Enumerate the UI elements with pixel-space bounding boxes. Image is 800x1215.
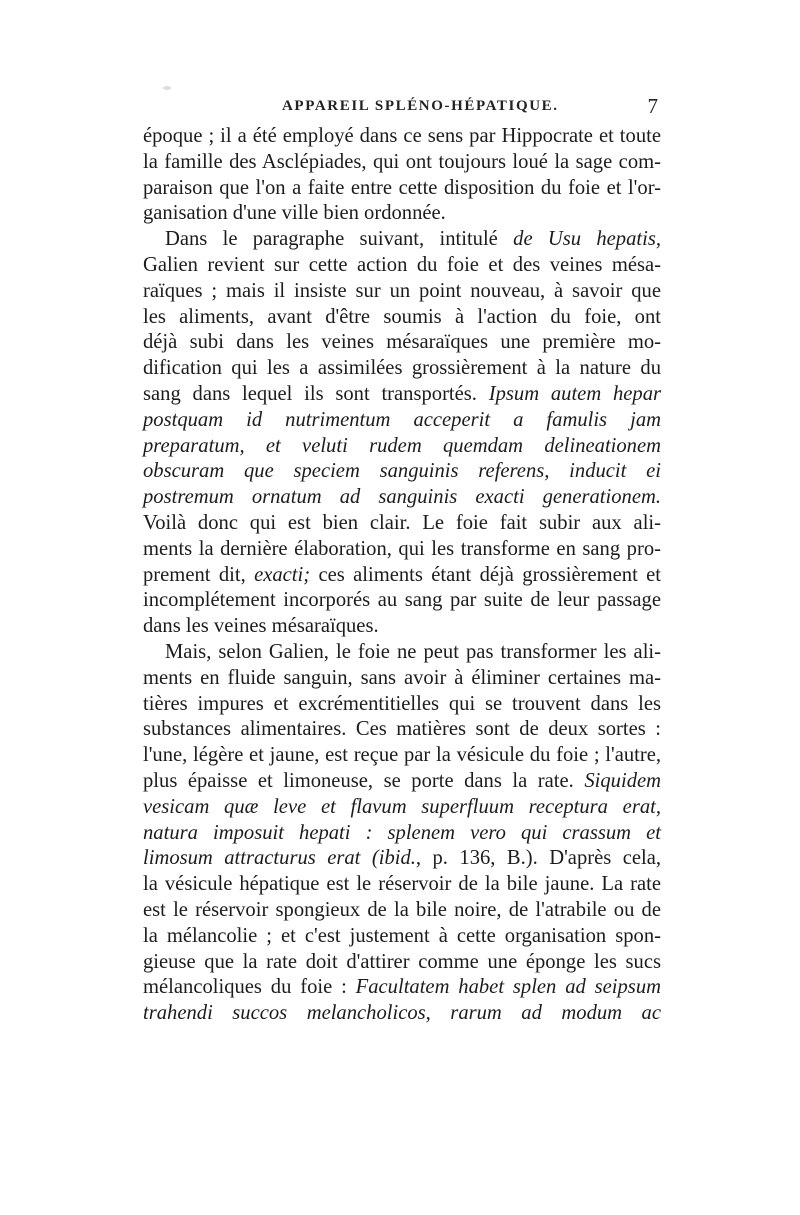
text-line: Voilà donc qui est bien clair. Le foie fait subir aux ali- — [143, 511, 661, 534]
text-line: trahendi succos melancholicos, rarum ad modum ac — [143, 1002, 661, 1025]
text-line: déjà subi dans les veines mésaraïques une première mo- — [143, 331, 661, 354]
text-line: substances alimentaires. Ces matières sont de deux sortes : — [143, 718, 661, 741]
text-line: incomplétement incorporés au sang par suite de leur passage — [143, 589, 661, 612]
text-line: gieuse que la rate doit d'attirer comme une éponge les sucs — [143, 950, 661, 973]
text-line: plus épaisse et limoneuse, se porte dans la rate. Siquidem — [143, 769, 662, 792]
italic-fragment: Siquidem — [584, 769, 662, 792]
text-line: la vésicule hépatique est le réservoir de la bile jaune. La rate — [143, 873, 661, 896]
italic-fragment: Facultatem habet splen ad seipsum — [355, 976, 661, 999]
text-line: époque ; il a été employé dans ce sens par Hippocrate et toute — [143, 125, 661, 147]
text-line: postquam id nutrimentum acceperit a famulis jam — [143, 408, 661, 431]
body-text — [143, 124, 661, 1027]
text-line: Galien revient sur cette action du foie et des veines mésa- — [143, 253, 661, 276]
italic-fragment: exacti; — [254, 563, 311, 586]
text-line: dification qui les a assimilées grossièrement à la nature du — [143, 357, 661, 380]
text-line: les aliments, avant d'être soumis à l'action du foie, ont — [143, 305, 661, 328]
italic-fragment: ibid. — [378, 847, 416, 870]
text-line: Mais, selon Galien, le foie ne peut pas transformer les ali- — [165, 640, 661, 663]
italic-fragment: Ipsum autem hepar — [488, 382, 662, 405]
text-line: vesicam quæ leve et flavum superfluum receptura erat, — [143, 795, 661, 818]
text-line: tières impures et excrémentitielles qui se trouvent dans les — [143, 692, 661, 715]
italic-fragment: de Usu hepatis, — [513, 228, 661, 251]
text-line: prement dit, exacti; ces aliments étant déjà grossièrement et — [143, 563, 661, 586]
text-line: ments en fluide sanguin, sans avoir à éliminer certaines ma- — [143, 666, 661, 689]
text-line: ganisation d'une ville bien ordonnée. — [143, 202, 446, 225]
text-line: natura imposuit hepati : splenem vero qui crassum et — [143, 821, 661, 844]
page-header — [144, 94, 664, 122]
text-line: la famille des Asclépiades, qui ont toujours loué la sage com- — [143, 150, 661, 173]
text-line: dans les veines mésaraïques. — [143, 615, 379, 638]
page-number: 7 — [647, 94, 658, 118]
text-line: est le réservoir spongieux de la bile noire, de l'atrabile ou de — [143, 898, 661, 921]
print-smudge — [163, 86, 171, 90]
text-line: Dans le paragraphe suivant, intitulé de Usu hepatis, — [165, 228, 661, 251]
text-line: postremum ornatum ad sanguinis exacti generationem. — [143, 486, 661, 509]
text-line: ments la dernière élaboration, qui les transforme en sang pro- — [143, 537, 661, 560]
text-line: mélancoliques du foie : Facultatem habet splen ad seipsum — [143, 976, 661, 999]
text-line: raïques ; mais il insiste sur un point nouveau, à savoir que — [143, 279, 661, 302]
running-head: APPAREIL SPLÉNO-HÉPATIQUE. — [282, 98, 559, 114]
text-line: paraison que l'on a faite entre cette disposition du foie et l'or- — [143, 176, 661, 199]
text-line: obscuram que speciem sanguinis referens, inducit ei — [143, 460, 661, 483]
text-line: limosum attracturus erat (ibid., p. 136, B.). D'après cela, — [143, 847, 661, 870]
text-line: la mélancolie ; et c'est justement à cette organisation spon- — [143, 924, 661, 947]
text-line: sang dans lequel ils sont transportés. Ipsum autem hepar — [143, 382, 662, 405]
text-line: preparatum, et veluti rudem quemdam delineationem — [143, 434, 661, 457]
text-line: l'une, légère et jaune, est reçue par la vésicule du foie ; l'autre, — [143, 744, 661, 767]
